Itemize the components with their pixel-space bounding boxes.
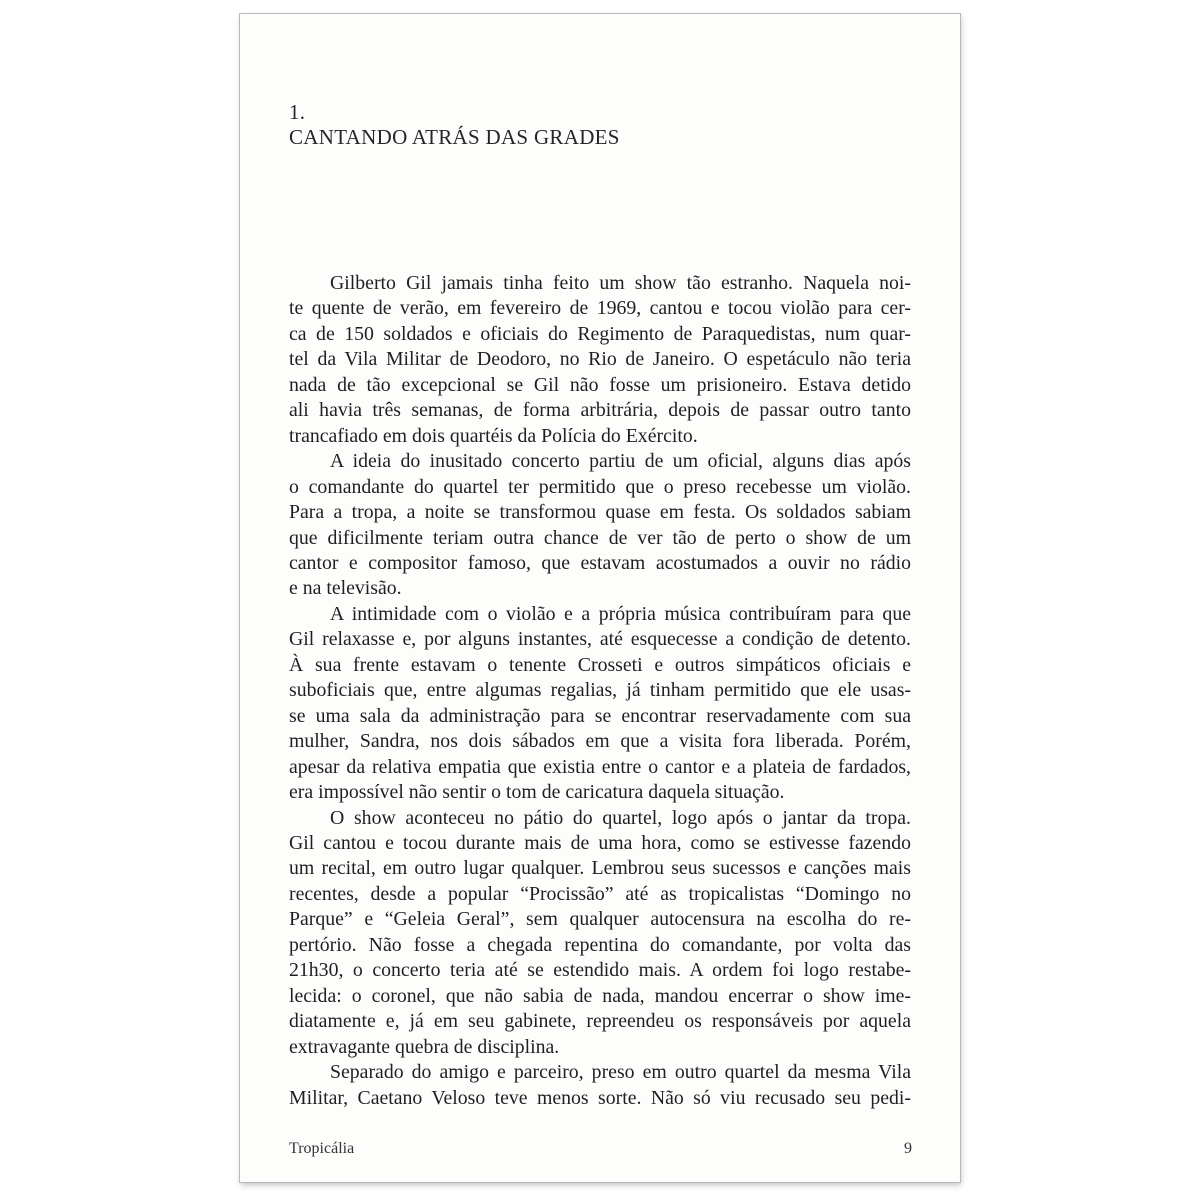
text-line: te quente de verão, em fevereiro de 1969, cantou e tocou violão para cer-	[289, 297, 911, 320]
text-line: era impossível não sentir o tom de caricatura daquela situação.	[289, 781, 785, 804]
chapter-heading	[289, 100, 620, 150]
text-line: se uma sala da administração para se encontrar reservadamente com sua	[289, 704, 911, 727]
text-line: O show aconteceu no pátio do quartel, logo após o jantar da tropa.	[330, 806, 911, 829]
text-line: e na televisão.	[289, 577, 402, 600]
text-line: Parque” e “Geleia Geral”, sem qualquer autocensura na escolha do re-	[289, 908, 911, 931]
text-line: mulher, Sandra, nos dois sábados em que a visita fora liberada. Porém,	[289, 730, 911, 753]
text-line: um recital, em outro lugar qualquer. Lembrou seus sucessos e canções mais	[289, 857, 911, 880]
text-line: que dificilmente teriam outra chance de ver tão de perto o show de um	[289, 526, 911, 549]
text-line: A intimidade com o violão e a própria música contribuíram para que	[330, 602, 911, 625]
text-line: trancafiado em dois quartéis da Polícia do Exército.	[289, 424, 698, 447]
chapter-number: 1.	[289, 100, 306, 124]
text-line: Separado do amigo e parceiro, preso em outro quartel da mesma Vila	[330, 1061, 911, 1084]
page-number: 9	[904, 1140, 912, 1157]
text-line: apesar da relativa empatia que existia entre o cantor e a plateia de fardados,	[289, 755, 911, 778]
text-line: A ideia do inusitado concerto partiu de um oficial, alguns dias após	[330, 450, 911, 473]
paragraph	[289, 271, 911, 449]
paragraph	[289, 806, 911, 1061]
text-line: Gilberto Gil jamais tinha feito um show tão estranho. Naquela noi-	[330, 272, 911, 294]
text-line: lecida: o coronel, que não sabia de nada, mandou encerrar o show ime-	[289, 984, 911, 1007]
body-text	[289, 271, 911, 1111]
text-line: recentes, desde a popular “Procissão” até as tropicalistas “Domingo no	[289, 882, 911, 905]
book-page	[240, 14, 960, 1182]
text-line: 21h30, o concerto teria até se estendido mais. A ordem foi logo restabe-	[289, 959, 911, 982]
text-line: cantor e compositor famoso, que estavam acostumados a ouvir no rádio	[289, 551, 911, 574]
running-footer-title: Tropicália	[289, 1140, 355, 1157]
text-line: Militar, Caetano Veloso teve menos sorte. Não só viu recusado seu pedi-	[289, 1086, 911, 1109]
chapter-title: CANTANDO ATRÁS DAS GRADES	[289, 125, 620, 149]
paragraph	[289, 449, 911, 602]
text-line: pertório. Não fosse a chegada repentina do comandante, por volta das	[289, 933, 911, 956]
text-line: Gil relaxasse e, por alguns instantes, até esquecesse a condição de detento.	[289, 628, 911, 651]
paragraph	[289, 1060, 911, 1111]
text-line: o comandante do quartel ter permitido que o preso recebesse um violão.	[289, 475, 911, 498]
text-line: suboficiais que, entre algumas regalias, já tinham permitido que ele usas-	[289, 679, 911, 702]
text-line: tel da Vila Militar de Deodoro, no Rio de Janeiro. O espetáculo não teria	[289, 348, 911, 371]
text-line: diatamente e, já em seu gabinete, repreendeu os responsáveis por aquela	[289, 1010, 911, 1033]
text-line: ali havia três semanas, de forma arbitrária, depois de passar outro tanto	[289, 399, 911, 422]
text-line: À sua frente estavam o tenente Crosseti e outros simpáticos oficiais e	[289, 653, 911, 676]
text-line: Para a tropa, a noite se transformou quase em festa. Os soldados sabiam	[289, 501, 911, 524]
text-line: Gil cantou e tocou durante mais de uma hora, como se estivesse fazendo	[289, 831, 911, 854]
text-line: extravagante quebra de disciplina.	[289, 1035, 560, 1058]
text-line: ca de 150 soldados e oficiais do Regimento de Paraquedistas, num quar-	[289, 322, 911, 345]
paragraph	[289, 602, 911, 806]
text-line: nada de tão excepcional se Gil não fosse um prisioneiro. Estava detido	[289, 373, 911, 396]
